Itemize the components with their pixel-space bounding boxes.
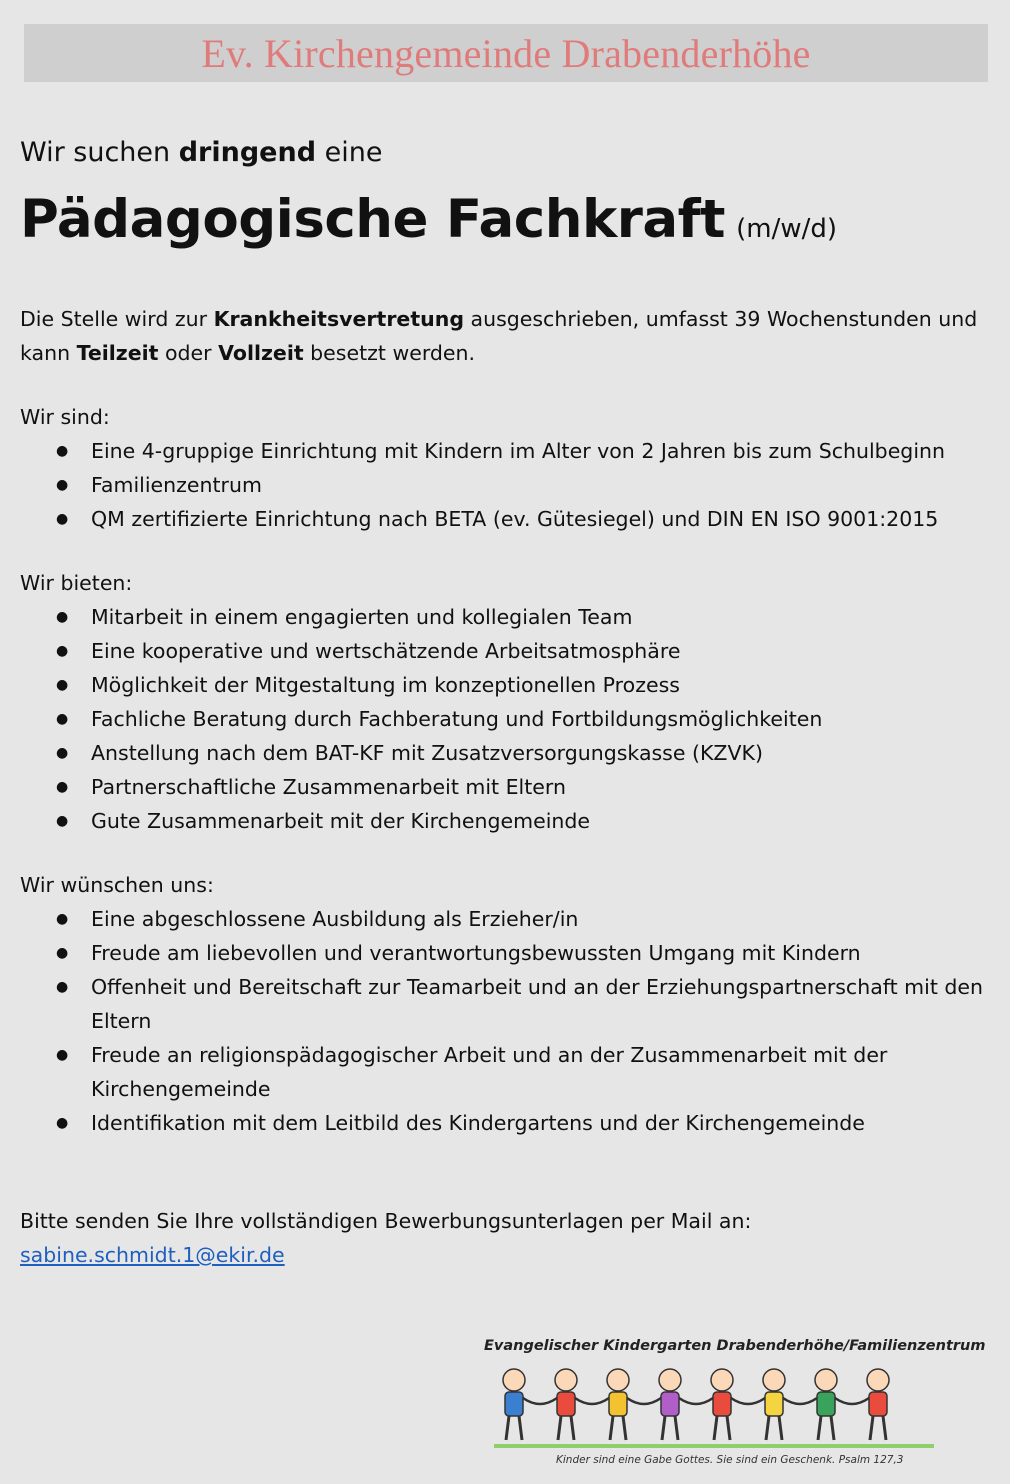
job-posting (20, 130, 995, 1272)
child-figure (763, 1369, 785, 1440)
bullet-list (20, 600, 995, 838)
desc-text-4: besetzt werden. (303, 341, 476, 365)
desc-bold-2: Teilzeit (76, 341, 159, 365)
list-item: ● QM zertifizierte Einrichtung nach BETA (ev. Gütesiegel) und DIN EN ISO 9001:2015 (20, 502, 995, 536)
child-head (867, 1369, 889, 1391)
kindergarten-logo (480, 1336, 986, 1476)
section-wir-sind (20, 400, 995, 536)
child-head (815, 1369, 837, 1391)
holding-hands-arm (627, 1398, 661, 1404)
grass-strip (494, 1444, 934, 1448)
children-illustration (494, 1364, 934, 1452)
list-item: ● Freude am liebevollen und verantwortungsbewussten Umgang mit Kindern (20, 936, 995, 970)
desc-text-1: Die Stelle wird zur (20, 307, 214, 331)
list-item: ● Identifikation mit dem Leitbild des Kindergartens und der Kirchengemeinde (20, 1106, 995, 1140)
logo-caption: Kinder sind eine Gabe Gottes. Sie sind ein Geschenk. Psalm 127,3 (556, 1454, 904, 1466)
holding-hands-arm (731, 1398, 765, 1404)
section-wir-wuenschen (20, 868, 995, 1140)
child-legs (818, 1416, 834, 1440)
section-heading: Wir bieten: (20, 571, 133, 595)
child-legs (610, 1416, 626, 1440)
child-body (765, 1392, 783, 1416)
child-legs (506, 1416, 522, 1440)
intro-pre: Wir suchen (20, 137, 179, 168)
bullet-list (20, 434, 995, 536)
holding-hands-arm (783, 1398, 817, 1404)
list-item: ● Eine 4-gruppige Einrichtung mit Kindern im Alter von 2 Jahren bis zum Schulbeginn (20, 434, 995, 468)
child-legs (766, 1416, 782, 1440)
logo-title: Evangelischer Kindergarten Drabenderhöhe/Familienzentrum (484, 1338, 986, 1354)
section-heading: Wir sind: (20, 405, 110, 429)
child-body (557, 1392, 575, 1416)
holding-hands-arm (835, 1398, 869, 1404)
intro-post: eine (316, 137, 383, 168)
child-body (713, 1392, 731, 1416)
job-description (20, 302, 995, 370)
list-item: ● Anstellung nach dem BAT-KF mit Zusatzversorgungskasse (KZVK) (20, 736, 995, 770)
child-figure (555, 1369, 577, 1440)
section-wir-bieten (20, 566, 995, 838)
list-item: ● Familienzentrum (20, 468, 995, 502)
desc-text-2: ausgeschrieben, umfasst 39 Wochenstunden und kann (20, 307, 978, 365)
list-item: ● Partnerschaftliche Zusammenarbeit mit Eltern (20, 770, 995, 804)
child-figure (867, 1369, 889, 1440)
header-banner (24, 24, 988, 82)
intro-bold: dringend (178, 137, 317, 168)
job-title (20, 180, 995, 272)
child-legs (558, 1416, 574, 1440)
list-item: ● Eine kooperative und wertschätzende Arbeitsatmosphäre (20, 634, 995, 668)
list-item: ● Freude an religionspädagogischer Arbeit und an der Zusammenarbeit mit der Kirchengemeinde (20, 1038, 995, 1106)
desc-text-3: oder (158, 341, 219, 365)
child-head (763, 1369, 785, 1391)
list-item: ● Gute Zusammenarbeit mit der Kirchengemeinde (20, 804, 995, 838)
child-head (659, 1369, 681, 1391)
child-legs (714, 1416, 730, 1440)
child-head (503, 1369, 525, 1391)
child-figure (711, 1369, 733, 1440)
child-legs (870, 1416, 886, 1440)
list-item: ● Mitarbeit in einem engagierten und kollegialen Team (20, 600, 995, 634)
holding-hands-arm (575, 1398, 609, 1404)
child-figure (607, 1369, 629, 1440)
list-item: ● Möglichkeit der Mitgestaltung im konzeptionellen Prozess (20, 668, 995, 702)
desc-bold-1: Krankheitsvertretung (213, 307, 464, 331)
list-item: ● Eine abgeschlossene Ausbildung als Erzieher/in (20, 902, 995, 936)
child-body (869, 1392, 887, 1416)
closing-text: Bitte senden Sie Ihre vollständigen Bewerbungsunterlagen per Mail an: (20, 1209, 752, 1233)
child-head (555, 1369, 577, 1391)
job-title-gender: (m/w/d) (736, 214, 837, 244)
job-title-main: Pädagogische Fachkraft (20, 189, 725, 250)
child-figure (659, 1369, 681, 1440)
child-head (711, 1369, 733, 1391)
header-title: Ev. Kirchengemeinde Drabenderhöhe (201, 30, 811, 76)
child-head (607, 1369, 629, 1391)
section-heading: Wir wünschen uns: (20, 873, 214, 897)
child-legs (662, 1416, 678, 1440)
child-body (661, 1392, 679, 1416)
child-figure (815, 1369, 837, 1440)
list-item: ● Fachliche Beratung durch Fachberatung und Fortbildungsmöglichkeiten (20, 702, 995, 736)
child-body (505, 1392, 523, 1416)
holding-hands-arm (679, 1398, 713, 1404)
intro-line (20, 130, 995, 176)
desc-bold-3: Vollzeit (218, 341, 304, 365)
child-body (609, 1392, 627, 1416)
holding-hands-arm (523, 1398, 557, 1404)
email-link[interactable]: sabine.schmidt.1@ekir.de (20, 1243, 285, 1267)
child-body (817, 1392, 835, 1416)
list-item: ● Offenheit und Bereitschaft zur Teamarbeit und an der Erziehungspartnerschaft mit den Eltern (20, 970, 995, 1038)
child-figure (503, 1369, 525, 1440)
bullet-list (20, 902, 995, 1140)
